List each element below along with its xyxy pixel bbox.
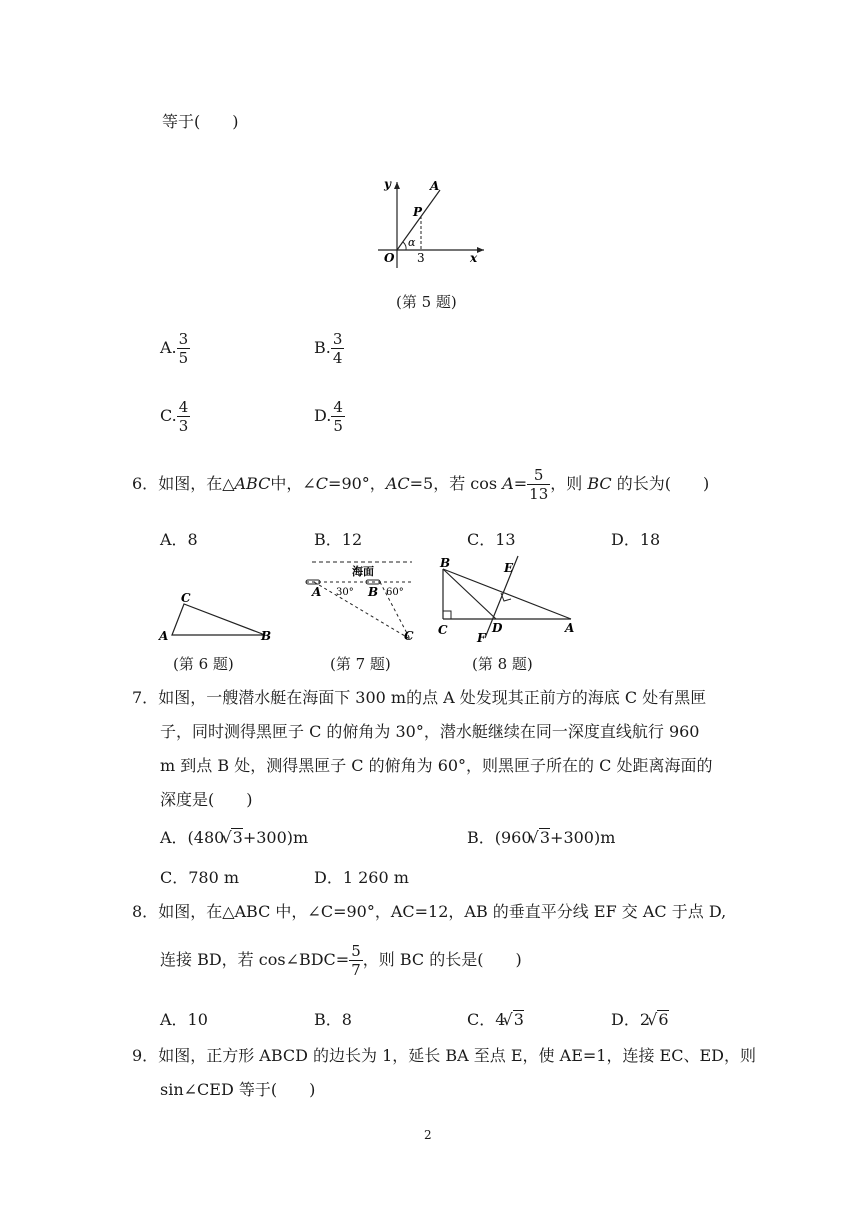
question-8-line-2: 连接 BD，若 cos∠BDC= $\frac{5}{7}$ ，则 BC 的长是( ) [160,942,522,979]
q8-option-c: C．4 √ 3 [467,1010,524,1030]
question-8-line-1: 8．如图，在△ABC 中，∠C=90°，AC=12，AB 的垂直平分线 EF 交 AC 于点 D, [132,902,727,921]
question-9-line-1: 9．如图，正方形 ABCD 的边长为 1，延长 BA 至点 E，使 AE=1，连接 EC、ED，则 [132,1046,756,1065]
caption-q6: (第 6 题) [173,655,234,673]
question-6: 6．如图，在△ABC中，∠C=90°，AC=5，若 cos A= $\frac{5}{13}$ ，则 BC 的长为( ) [132,466,710,503]
q6-option-c: C．13 [467,530,516,549]
label-P: P [413,205,423,219]
label-B: B [368,585,379,599]
q5-option-a: A. $\frac{3}{5}$ [160,330,189,367]
figure-q6 [156,588,280,644]
question-7-line-2: 子，同时测得黑匣子 C 的俯角为 30°，潜水艇继续在同一深度直线航行 960 [160,722,700,741]
question-9-line-2: sin∠CED 等于( ) [160,1080,316,1099]
caption-q7: (第 7 题) [330,655,391,673]
label-D: D [492,621,503,635]
label-60: 60° [386,587,404,598]
question-7-line-1: 7．如图，一艘潜水艇在海面下 300 m的点 A 处发现其正前方的海底 C 处有黑匣 [132,688,707,707]
label-O: O [384,251,395,265]
q6-option-b: B．12 [314,530,363,549]
q7-option-a: A．(480 √ 3+300)m [160,828,308,848]
label-3: 3 [417,251,425,265]
question-7-line-3: m 到点 B 处，测得黑匣子 C 的俯角为 60°，则黑匣子所在的 C 处距离海面的 [160,756,713,775]
figure-q7 [300,556,424,646]
page-number: 2 [424,1128,432,1142]
label-x: x [470,251,478,265]
figure-q8 [432,552,586,648]
label-y: y [384,177,391,191]
q6-option-a: A．8 [160,530,198,549]
label-A: A [430,179,440,193]
q8-option-b: B．8 [314,1010,352,1029]
label-C: C [404,629,414,643]
caption-q8: (第 8 题) [472,655,533,673]
q7-option-d: D．1 260 m [314,868,409,887]
label-B: B [261,629,272,643]
label-F: F [477,631,486,645]
label-C: C [438,623,448,637]
label-A: A [565,621,575,635]
question-7-line-4: 深度是( ) [160,790,253,809]
q5-option-b: B. $\frac{3}{4}$ [314,330,343,367]
label-A: A [159,629,169,643]
label-A: A [312,585,322,599]
q8-option-a: A．10 [160,1010,208,1029]
caption-q5: (第 5 题) [396,293,457,311]
label-C: C [181,591,191,605]
q8-option-d: D．2 √ 6 [611,1010,669,1030]
q7-option-c: C．780 m [160,868,240,887]
q5-option-d: D. $\frac{4}{5}$ [314,398,343,435]
q5-option-c: C. $\frac{4}{3}$ [160,398,189,435]
figure-q5 [370,172,490,268]
q7-option-b: B．(960 √ 3+300)m [467,828,615,848]
label-sea: 海面 [352,565,374,578]
label-E: E [504,561,514,575]
label-B: B [440,556,451,570]
q6-option-d: D．18 [611,530,661,549]
question-4-tail: 等于( ) [162,112,239,131]
label-alpha: α [408,236,416,249]
label-30: 30° [336,587,354,598]
